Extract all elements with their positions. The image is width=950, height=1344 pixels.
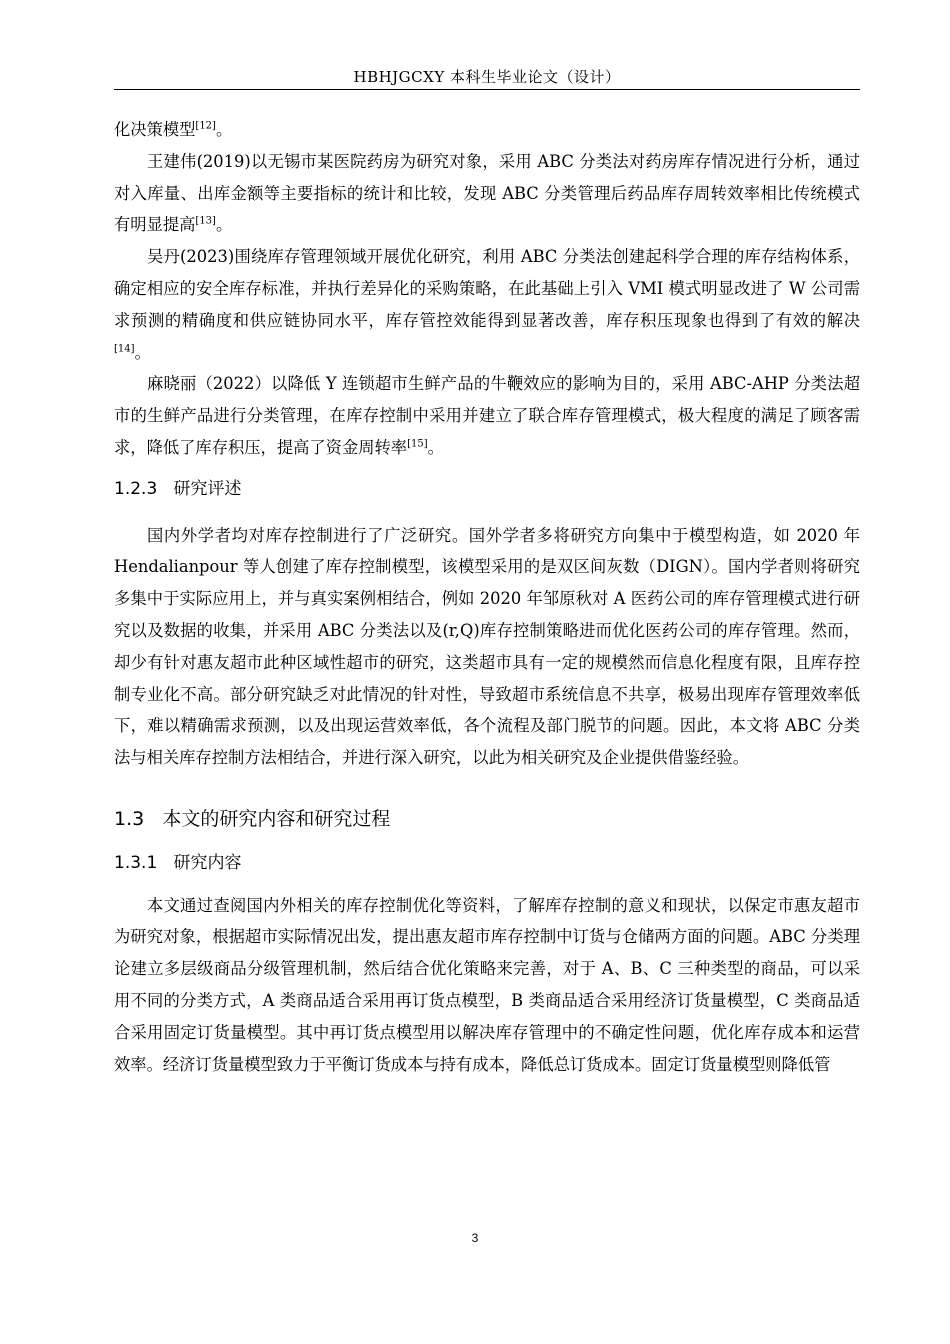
- paragraph-4: 国内外学者均对库存控制进行了广泛研究。国外学者多将研究方向集中于模型构造，如 2020 年 Hendalianpour 等人创建了库存控制模型，该模型采用的是双区间灰数（DIGN）。国内学者则将研究多集中于实际应用上，并与真实案例相结合，例如 2020 年邹原秋对 A 医药公司的库存管理模式进行研究以及数据的收集，并采用 ABC 分类法以及(r,Q)库存控制策略进而优化医药公司的库存管理。然而，却少有针对惠友超市此种区域性超市的研究，这类超市具有一定的规模然而信息化程度有限，且库存控制专业化不高。部分研究缺乏对此情况的针对性，导致超市系统信息不共享，极易出现库存管理效率低下，难以精确需求预测，以及出现运营效率低，各个流程及部门脱节的问题。因此，本文将 ABC 分类法与相关库存控制方法相结合，并进行深入研究，以此为相关研究及企业提供借鉴经验。: [114, 525, 860, 768]
- section-heading-1-2-3: 1.2.3 研究评述: [114, 478, 242, 499]
- paragraph-5: 本文通过查阅国内外相关的库存控制优化等资料，了解库存控制的意义和现状，以保定市惠友超市为研究对象，根据超市实际情况出发，提出惠友超市库存控制中订货与仓储两方面的问题。ABC 分类理论建立多层级商品分级管理机制，然后结合优化策略来完善，对于 A、B、C 三种类型的商品，可以采用不同的分类方式，A 类商品适合采用再订货点模型，B 类商品适合采用经济订货量模型，C 类商品适合采用固定订货量模型。其中再订货点模型用以解决库存管理中的不确定性问题，优化库存成本和运营效率。经济订货量模型致力于平衡订货成本与持有成本，降低总订货成本。固定订货量模型则降低管: [114, 895, 860, 1074]
- page-number: 3: [471, 1231, 479, 1245]
- section-heading-1-3-1: 1.3.1 研究内容: [114, 852, 242, 873]
- citation: [12]: [195, 120, 216, 132]
- paragraph-0: 化决策模型[12]。: [114, 120, 233, 139]
- paragraph-1: 王建伟(2019)以无锡市某医院药房为研究对象，采用 ABC 分类法对药房库存情况进行分析，通过对入库量、出库金额等主要指标的统计和比较，发现 ABC 分类管理后药品库存周转效率相比传统模式有明显提高[13]。: [114, 151, 860, 235]
- header-rule: [114, 89, 860, 90]
- citation: [15]: [407, 438, 428, 450]
- citation: [14]: [114, 343, 135, 355]
- citation: [13]: [195, 215, 216, 227]
- paragraph-3: 麻晓丽（2022）以降低 Y 连锁超市生鲜产品的牛鞭效应的影响为目的，采用 ABC-AHP 分类法超市的生鲜产品进行分类管理，在库存控制中采用并建立了联合库存管理模式，极大程度的满足了顾客需求，降低了库存积压，提高了资金周转率[15]。: [114, 374, 860, 457]
- section-heading-1-3: 1.3 本文的研究内容和研究过程: [114, 807, 391, 830]
- running-header: HBHJGCXY 本科生毕业论文（设计）: [353, 68, 621, 86]
- page-body: [114, 114, 860, 1080]
- paragraph-2: 吴丹(2023)围绕库存管理领域开展优化研究，利用 ABC 分类法创建起科学合理的库存结构体系，确定相应的安全库存标准，并执行差异化的采购策略，在此基础上引入 VMI 模式明显改进了 W 公司需求预测的精确度和供应链协同水平，库存管控效能得到显著改善，库存积压现象也得到了有效的解决[14]。: [114, 247, 860, 362]
